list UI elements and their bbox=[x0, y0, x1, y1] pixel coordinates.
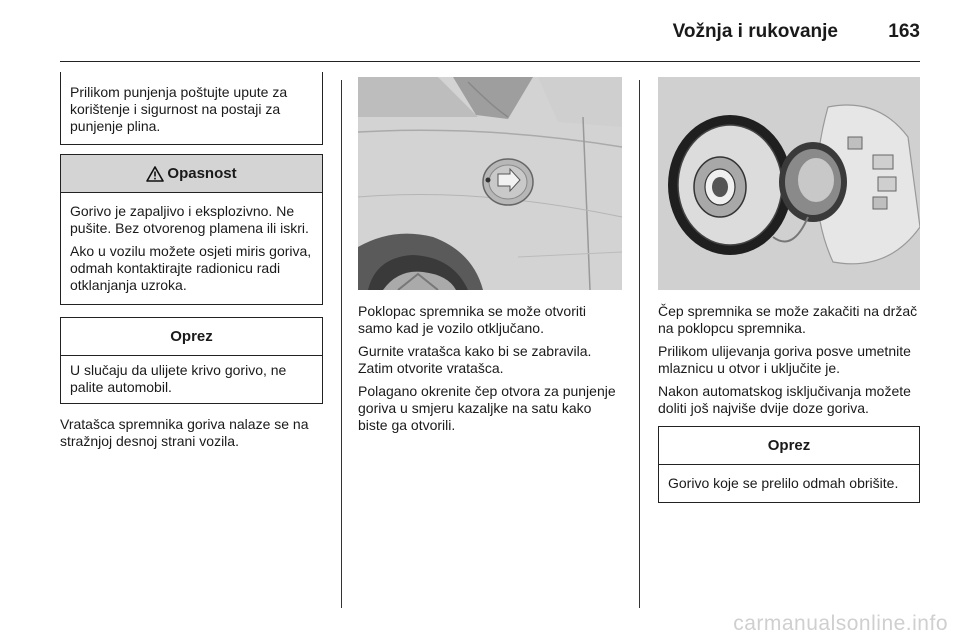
intro-note-text: Prilikom punjenja poštujte upute za korištenje i sigurnost na postaji za punjenje plina. bbox=[70, 84, 288, 134]
page-title: Vožnja i rukovanje bbox=[672, 21, 838, 42]
caution-box-spill-title: Oprez bbox=[767, 437, 811, 454]
caution-box-title: Oprez bbox=[170, 328, 213, 345]
intro-note-box bbox=[60, 72, 323, 145]
watermark: carmanualsonline.info bbox=[733, 612, 948, 635]
danger-box bbox=[60, 154, 323, 305]
fuel-door-text-3: Polagano okrenite čep otvora za punjenje goriva u smjeru kazaljke na satu kako biste ga otvorili. bbox=[358, 383, 616, 433]
fuel-cap-illustration bbox=[658, 77, 920, 290]
fuel-cap-text-2: Prilikom ulijevanja goriva posve umetnite mlaznicu u otvor i uključite je. bbox=[658, 343, 911, 376]
caution-box-spill bbox=[658, 426, 920, 503]
fuel-cap-text-3: Nakon automatskog isključivanja možete doliti još najviše dvije doze goriva. bbox=[658, 383, 911, 416]
caution-box bbox=[60, 317, 323, 404]
fuel-cap-text-1: Čep spremnika se može zakačiti na držač na poklopcu spremnika. bbox=[658, 303, 918, 336]
danger-text-2: Ako u vozilu možete osjeti miris goriva, odmah kontaktirajte radionicu radi otklanjanja uzroka. bbox=[70, 243, 312, 293]
danger-box-title: Opasnost bbox=[167, 165, 237, 182]
column-middle bbox=[358, 72, 622, 434]
column-right bbox=[658, 72, 920, 503]
fuel-door-text-1: Poklopac spremnika se može otvoriti samo kad je vozilo otključano. bbox=[358, 303, 586, 336]
column-divider bbox=[639, 80, 640, 608]
page-number: 163 bbox=[888, 21, 920, 42]
caution-box-spill-header bbox=[659, 427, 919, 465]
page-header bbox=[60, 0, 920, 62]
car-fuel-door-image bbox=[358, 77, 622, 290]
danger-text-1: Gorivo je zapaljivo i eksplozivno. Ne pušite. Bez otvorenog plamena ili iskri. bbox=[70, 203, 309, 236]
caution-text: U slučaju da ulijete krivo gorivo, ne palite automobil. bbox=[70, 362, 287, 395]
fuel-door-text-2: Gurnite vratašca kako bi se zabravila. Zatim otvorite vratašca. bbox=[358, 343, 592, 376]
column-divider bbox=[341, 80, 342, 608]
warning-triangle-icon bbox=[146, 166, 164, 182]
fuel-door-illustration bbox=[358, 77, 622, 290]
fuel-cap-image bbox=[658, 77, 920, 290]
fuel-door-location-text: Vratašca spremnika goriva nalaze se na stražnjoj desnoj strani vozila. bbox=[60, 416, 309, 449]
danger-box-header bbox=[61, 155, 322, 193]
caution-box-header bbox=[61, 318, 322, 356]
column-left bbox=[60, 72, 323, 450]
caution-spill-text: Gorivo koje se prelilo odmah obrišite. bbox=[668, 475, 899, 491]
